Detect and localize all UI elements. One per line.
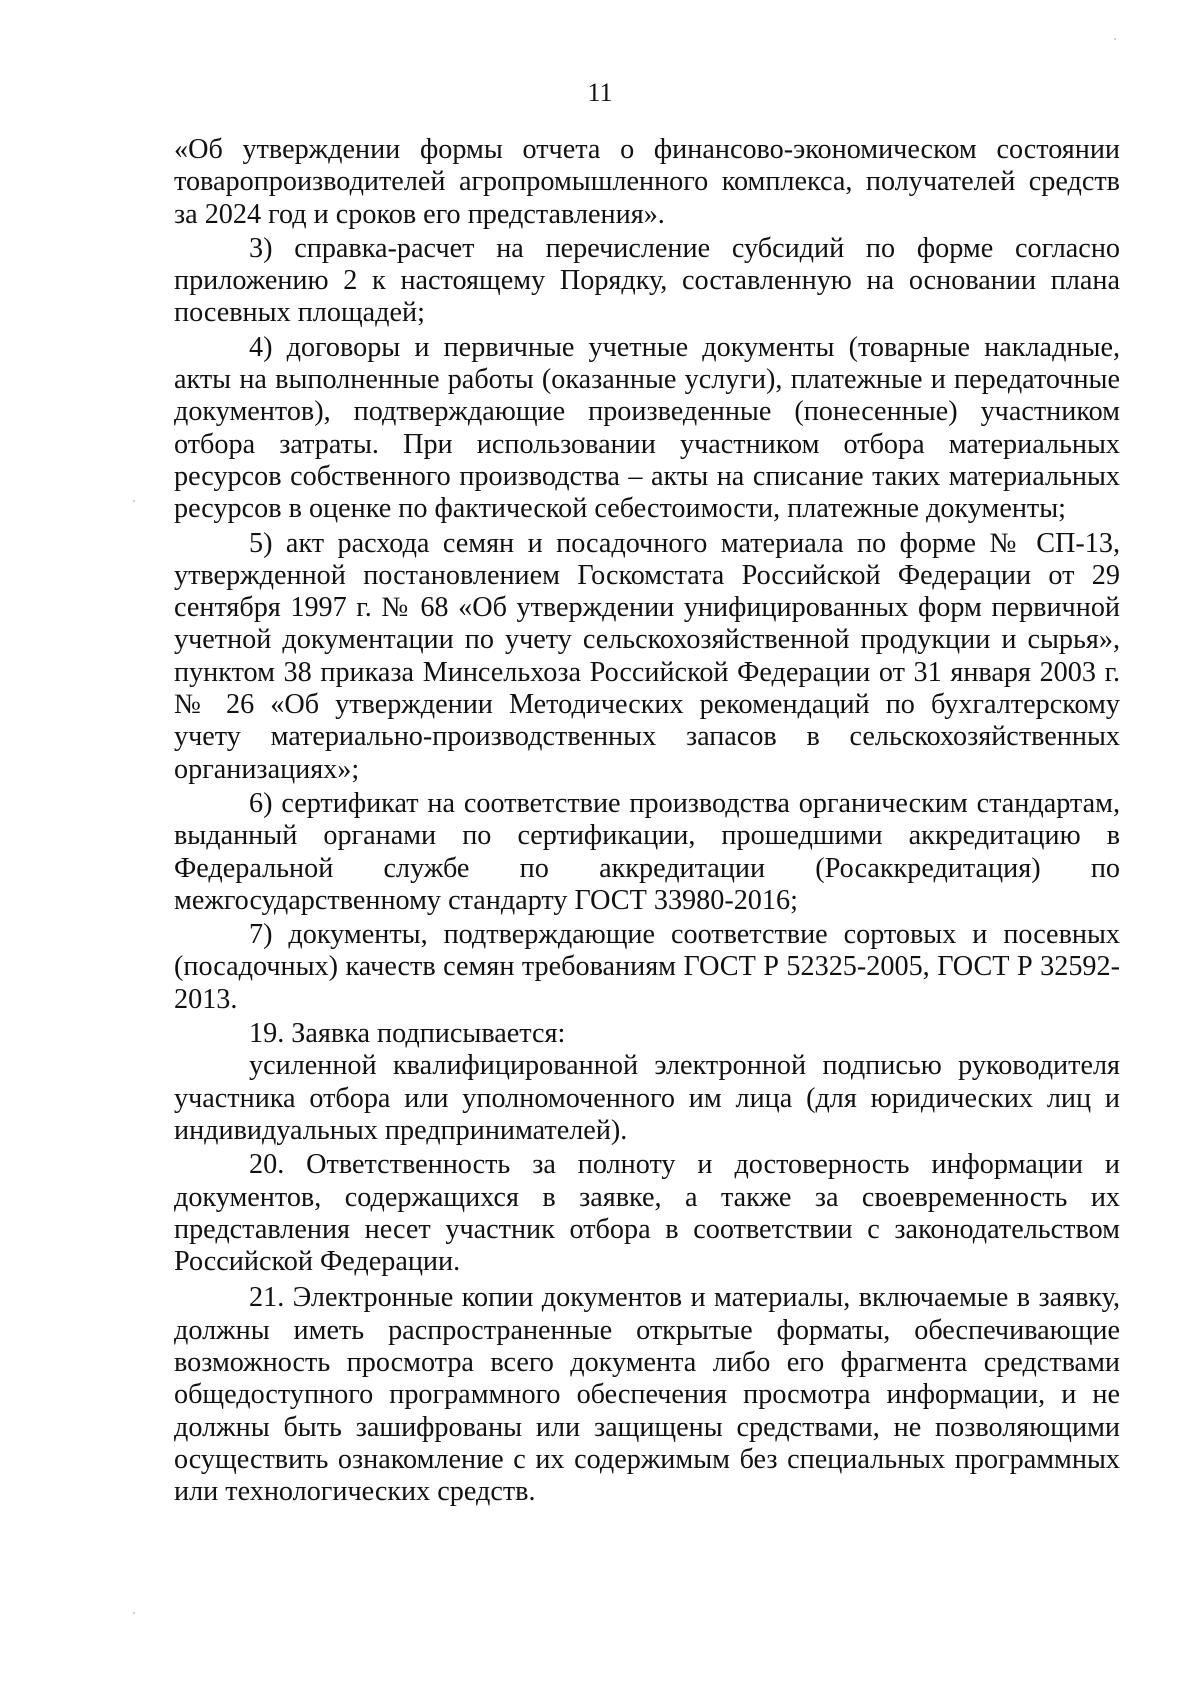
paragraph-item-7: 7) документы, подтверждающие соответствие сортовых и посевных (посадочных) качеств семян требованиям ГОСТ Р 52325-2005, ГОСТ Р 32592-2013. <box>174 919 1120 1015</box>
document-body <box>174 134 1120 1508</box>
paragraph-clause-20: 20. Ответственность за полноту и достоверность информации и документов, содержащихся в заявке, а также за своевременность их представления несет участник отбора в соответствии с законодательством Российской Федерации. <box>174 1149 1120 1278</box>
paragraph-item-3: 3) справка-расчет на перечисление субсидий по форме согласно приложению 2 к настоящему Порядку, составленную на основании плана посевных площадей; <box>174 232 1120 329</box>
paragraph-continuation: «Об утверждении формы отчета о финансово-экономическом состоянии товаропроизводителей агропромышленного комплекса, получателей средств за 2024 год и сроков его представления». <box>174 134 1120 230</box>
paragraph-item-5: 5) акт расхода семян и посадочного материала по форме № СП-13, утвержденной постановлением Госкомстата Российской Федерации от 29 сентября 1997 г. № 68 «Об утверждении унифицированных форм первичной учетной документации по учету сельскохозяйственной продукции и сырья», пунктом 38 приказа Минсельхоза Российской Федерации от 31 января 2003 г. № 26 «Об утверждении Методических рекомендаций по бухгалтерскому учету материально-производственных запасов в сельскохозяйственных организациях»; <box>174 527 1120 785</box>
scan-speck <box>133 500 135 502</box>
page-number: 11 <box>587 78 613 107</box>
paragraph-clause-19: 19. Заявка подписывается: <box>249 1018 566 1050</box>
paragraph-item-6: 6) сертификат на соответствие производства органическим стандартам, выданный органами по сертификации, прошедшими аккредитацию в Федеральной службе по аккредитации (Росаккредитация) по межгосударственному стандарту ГОСТ 33980-2016; <box>174 787 1120 916</box>
paragraph-clause-19-body: усиленной квалифицированной электронной подписью руководителя участника отбора или уполномоченного им лица (для юридических лиц и индивидуальных предпринимателей). <box>174 1050 1120 1146</box>
scan-speck <box>133 1612 135 1614</box>
paragraph-item-4: 4) договоры и первичные учетные документы (товарные накладные, акты на выполненные работы (оказанные услуги), платежные и передаточные документов), подтверждающие произведенные (понесенные) участником отбора затраты. При использовании участником отбора материальных ресурсов собственного производства – акты на списание таких материальных ресурсов в оценке по фактической себестоимости, платежные документы; <box>174 331 1120 525</box>
scan-speck <box>1114 38 1116 40</box>
paragraph-clause-21: 21. Электронные копии документов и материалы, включаемые в заявку, должны иметь распространенные открытые форматы, обеспечивающие возможность просмотра всего документа либо его фрагмента средствами общедоступного программного обеспечения просмотра информации, и не должны быть зашифрованы или защищены средствами, не позволяющими осуществить ознакомление с их содержимым без специальных программных или технологических средств. <box>174 1282 1120 1508</box>
